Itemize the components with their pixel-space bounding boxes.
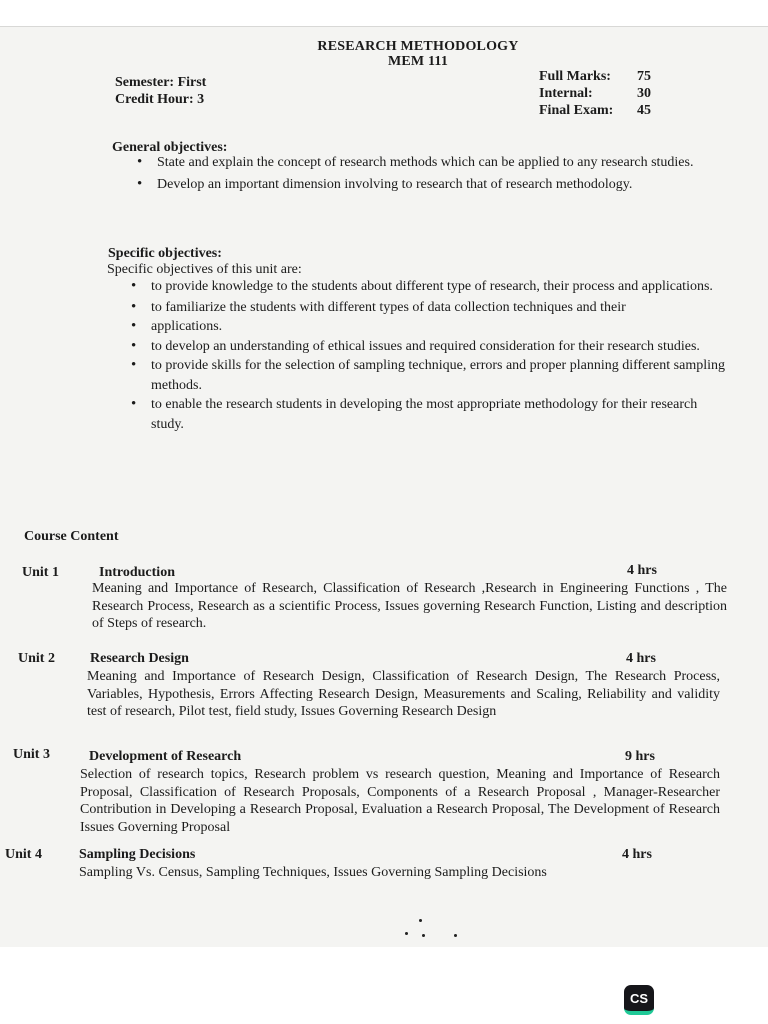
scan-speck <box>419 919 422 922</box>
unit-label: Unit 1 <box>22 565 59 580</box>
unit-description: Sampling Vs. Census, Sampling Techniques, Issues Governing Sampling Decisions <box>79 865 547 880</box>
unit-label: Unit 3 <box>13 747 50 762</box>
marks-value: 75 <box>637 69 651 84</box>
specific-objectives-intro: Specific objectives of this unit are: <box>107 262 302 277</box>
unit-hours: 4 hrs <box>627 563 657 578</box>
list-item: • to provide knowledge to the students about different type of research, their process and applications. <box>131 277 731 297</box>
unit-label: Unit 4 <box>5 847 42 862</box>
unit-title: Development of Research <box>89 749 242 764</box>
list-item: • applications. <box>131 317 731 337</box>
unit-hours: 4 hrs <box>626 651 656 666</box>
scan-speck <box>405 932 408 935</box>
marks-value: 45 <box>637 103 651 118</box>
list-item: • to develop an understanding of ethical issues and required consideration for their research studies. <box>131 337 731 357</box>
unit-title: Introduction <box>99 565 175 580</box>
course-code: MEM 111 <box>387 54 449 69</box>
camscanner-logo-icon: CS <box>624 985 654 1015</box>
specific-objectives-heading: Specific objectives: <box>108 246 222 261</box>
unit-label: Unit 2 <box>18 651 55 666</box>
scan-speck <box>454 934 457 937</box>
credit-hour-label: Credit Hour: 3 <box>115 92 205 107</box>
unit-description: Meaning and Importance of Research Design, Classification of Research Design, The Research Process, Variables, Hypothesis, Errors Affecting Research Design, Measurements and Scaling, Reliability and validity test of research, Pilot test, field study, Issues Governing Research Design <box>87 669 720 719</box>
unit-hours: 9 hrs <box>625 749 655 764</box>
general-objectives-heading: General objectives: <box>112 140 228 155</box>
course-title: RESEARCH METHODOLOGY <box>317 39 519 54</box>
marks-block <box>539 68 651 119</box>
marks-label: Final Exam: <box>539 103 614 118</box>
course-content-heading: Course Content <box>24 529 119 544</box>
specific-objectives-list <box>131 277 731 434</box>
unit-title: Sampling Decisions <box>79 847 196 862</box>
list-item: • to provide skills for the selection of sampling technique, errors and proper planning different sampling methods. <box>131 356 731 395</box>
marks-row <box>539 102 651 119</box>
marks-value: 30 <box>637 86 651 101</box>
unit-title: Research Design <box>90 651 189 666</box>
document-page <box>0 26 768 947</box>
marks-label: Internal: <box>539 86 593 101</box>
general-objectives-list <box>137 153 732 194</box>
semester-label: Semester: First <box>115 75 207 90</box>
marks-row <box>539 85 651 102</box>
marks-label: Full Marks: <box>539 69 611 84</box>
marks-row <box>539 68 651 85</box>
scan-speck <box>422 934 425 937</box>
list-item: • Develop an important dimension involving to research that of research methodology. <box>137 175 732 195</box>
unit-description: Meaning and Importance of Research, Classification of Research ,Research in Engineering Functions , The Research Process, Research as a scientific Process, Issues governing Research Function, Listing and description of Steps of research. <box>92 581 727 631</box>
unit-description: Selection of research topics, Research problem vs research question, Meaning and Importance of Research Proposal, Classification of Research Proposals, Components of a Research Proposal , Manager-Researcher Contribution in Developing a Research Proposal, Evaluation a Research Proposal, The Development of Research Issues Governing Proposal <box>80 767 720 835</box>
unit-hours: 4 hrs <box>622 847 652 862</box>
list-item: • State and explain the concept of research methods which can be applied to any research studies. <box>137 153 732 173</box>
list-item: • to enable the research students in developing the most appropriate methodology for their research study. <box>131 395 731 434</box>
list-item: • to familiarize the students with different types of data collection techniques and their <box>131 298 731 318</box>
